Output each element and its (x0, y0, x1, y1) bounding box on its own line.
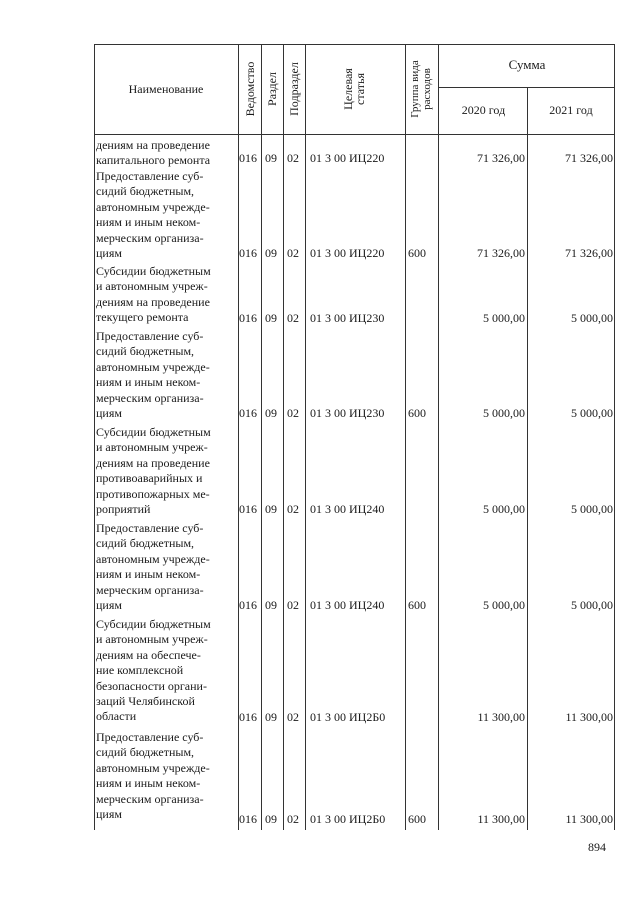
row-2-name (96, 264, 236, 326)
row-5-name-line: циям (96, 598, 122, 613)
row-1-name-line: автономным учрежде- (96, 199, 210, 214)
row-7-name-line: Предоставление суб- (96, 730, 204, 744)
row-1-expense-group: 600 (408, 246, 426, 260)
row-5-sum-2021: 5 000,00 (571, 598, 613, 612)
row-5-name-line: сидий бюджетным, (96, 536, 195, 551)
row-1-subsection: 02 (287, 246, 299, 260)
row-0-sum-2020: 71 326,00 (477, 151, 525, 165)
col-divider-6 (438, 44, 439, 830)
row-4-name-line: противоаварийных и (96, 471, 203, 486)
row-1-name-line: циям (96, 246, 122, 261)
row-5-name (96, 521, 236, 613)
row-3-name-line: сидий бюджетным, (96, 344, 195, 359)
row-7-name-line: сидий бюджетным, (96, 745, 195, 760)
row-0-department: 016 (239, 151, 257, 165)
row-7-sum-2020: 11 300,00 (477, 812, 525, 826)
row-7-name-line: ниям и иным неком- (96, 776, 201, 791)
row-6-name-line: дениям на обеспече- (96, 647, 201, 662)
row-1-name-line: Предоставление суб- (96, 169, 204, 183)
row-3-subsection: 02 (287, 406, 299, 420)
header-target-article-line2: статья (353, 73, 367, 105)
row-7-name-line: циям (96, 807, 122, 822)
col-divider-4 (305, 44, 306, 830)
header-year-2020: 2020 год (461, 103, 506, 117)
row-2-subsection: 02 (287, 311, 299, 325)
row-1-section: 09 (265, 246, 277, 260)
row-2-name-line: дениям на проведение (96, 294, 210, 309)
header-sum: Сумма (508, 57, 546, 72)
header-section: Раздел (265, 72, 279, 106)
row-3-sum-2021: 5 000,00 (571, 406, 613, 420)
row-7-name (96, 730, 236, 822)
row-5-department: 016 (239, 598, 257, 612)
row-2-name-line: текущего ремонта (96, 310, 189, 325)
row-0-name-line: дениям на проведение (96, 138, 210, 152)
row-6-target-article: 01 3 00 ИЦ2Б0 (310, 710, 386, 724)
header-expense-group-line2: расходов (421, 68, 433, 110)
row-1-sum-2021: 71 326,00 (565, 246, 613, 260)
row-2-section: 09 (265, 311, 277, 325)
row-5-expense-group: 600 (408, 598, 426, 612)
row-3-name-line: ниям и иным неком- (96, 375, 201, 390)
row-0-subsection: 02 (287, 151, 299, 165)
header-expense-group-line1: Группа вида (409, 60, 421, 118)
row-0-sum-2021: 71 326,00 (565, 151, 613, 165)
row-5-target-article: 01 3 00 ИЦ240 (310, 598, 385, 612)
row-0-name-line: капитального ремонта (96, 153, 211, 168)
row-1-target-article: 01 3 00 ИЦ220 (310, 246, 385, 260)
col-divider-3 (283, 44, 284, 830)
row-6-name-line: области (96, 709, 137, 724)
row-7-department: 016 (239, 812, 257, 826)
row-7-target-article: 01 3 00 ИЦ2Б0 (310, 812, 386, 826)
row-5-name-line: мерческим организа- (96, 582, 204, 597)
row-4-name (96, 425, 236, 517)
row-1-department: 016 (239, 246, 257, 260)
row-2-name-line: Субсидии бюджетным (96, 264, 211, 278)
header-department: Ведомство (243, 61, 257, 117)
row-0-target-article: 01 3 00 ИЦ220 (310, 151, 385, 165)
row-3-expense-group: 600 (408, 406, 426, 420)
row-6-name-line: безопасности органи- (96, 678, 207, 693)
row-3-target-article: 01 3 00 ИЦ230 (310, 406, 385, 420)
header-target-article-line1: Целевая (341, 68, 355, 110)
row-4-subsection: 02 (287, 502, 299, 516)
row-3-sum-2020: 5 000,00 (483, 406, 525, 420)
row-6-subsection: 02 (287, 710, 299, 724)
row-6-name-line: и автономным учреж- (96, 632, 208, 647)
row-6-sum-2020: 11 300,00 (477, 710, 525, 724)
row-6-name (96, 617, 236, 725)
row-4-name-line: противопожарных ме- (96, 486, 210, 501)
row-7-subsection: 02 (287, 812, 299, 826)
row-2-sum-2020: 5 000,00 (483, 311, 525, 325)
row-3-department: 016 (239, 406, 257, 420)
row-0-name (96, 138, 236, 169)
table-left-border (94, 44, 95, 830)
col-divider-5 (405, 44, 406, 830)
row-7-section: 09 (265, 812, 277, 826)
row-7-name-line: мерческим организа- (96, 791, 204, 806)
row-4-name-line: роприятий (96, 502, 151, 517)
row-2-sum-2021: 5 000,00 (571, 311, 613, 325)
row-1-name-line: мерческим организа- (96, 230, 204, 245)
row-1-name (96, 169, 236, 261)
row-0-section: 09 (265, 151, 277, 165)
page-number: 894 (588, 840, 606, 854)
row-2-target-article: 01 3 00 ИЦ230 (310, 311, 385, 325)
row-6-name-line: Субсидии бюджетным (96, 617, 211, 631)
header-target-article (342, 39, 368, 139)
row-1-name-line: ниям и иным неком- (96, 215, 201, 230)
row-6-section: 09 (265, 710, 277, 724)
table-right-border (614, 44, 615, 830)
row-4-section: 09 (265, 502, 277, 516)
row-4-sum-2021: 5 000,00 (571, 502, 613, 516)
row-5-name-line: ниям и иным неком- (96, 567, 201, 582)
row-5-subsection: 02 (287, 598, 299, 612)
header-name: Наименование (128, 82, 204, 96)
row-2-department: 016 (239, 311, 257, 325)
row-7-sum-2021: 11 300,00 (565, 812, 613, 826)
row-4-sum-2020: 5 000,00 (483, 502, 525, 516)
row-1-name-line: сидий бюджетным, (96, 184, 195, 199)
row-6-sum-2021: 11 300,00 (565, 710, 613, 724)
row-6-name-line: ние комплексной (96, 663, 184, 678)
col-divider-2 (261, 44, 262, 830)
header-year-2021: 2021 год (549, 103, 593, 117)
row-4-target-article: 01 3 00 ИЦ240 (310, 502, 385, 516)
row-3-name (96, 329, 236, 421)
row-6-name-line: заций Челябинской (96, 694, 195, 709)
row-3-name-line: Предоставление суб- (96, 329, 204, 343)
sum-header-divider (438, 87, 614, 88)
row-5-sum-2020: 5 000,00 (483, 598, 525, 612)
row-5-name-line: Предоставление суб- (96, 521, 204, 535)
row-4-name-line: дениям на проведение (96, 455, 210, 470)
row-3-name-line: автономным учрежде- (96, 359, 210, 374)
row-4-department: 016 (239, 502, 257, 516)
row-4-name-line: и автономным учреж- (96, 440, 208, 455)
row-1-sum-2020: 71 326,00 (477, 246, 525, 260)
row-5-section: 09 (265, 598, 277, 612)
row-3-name-line: мерческим организа- (96, 390, 204, 405)
row-7-name-line: автономным учрежде- (96, 760, 210, 775)
row-6-department: 016 (239, 710, 257, 724)
header-subsection: Подраздел (287, 62, 301, 116)
header-expense-group (409, 39, 435, 139)
row-3-section: 09 (265, 406, 277, 420)
row-3-name-line: циям (96, 406, 122, 421)
row-2-name-line: и автономным учреж- (96, 279, 208, 294)
row-7-expense-group: 600 (408, 812, 426, 826)
row-4-name-line: Субсидии бюджетным (96, 425, 211, 439)
row-5-name-line: автономным учрежде- (96, 551, 210, 566)
